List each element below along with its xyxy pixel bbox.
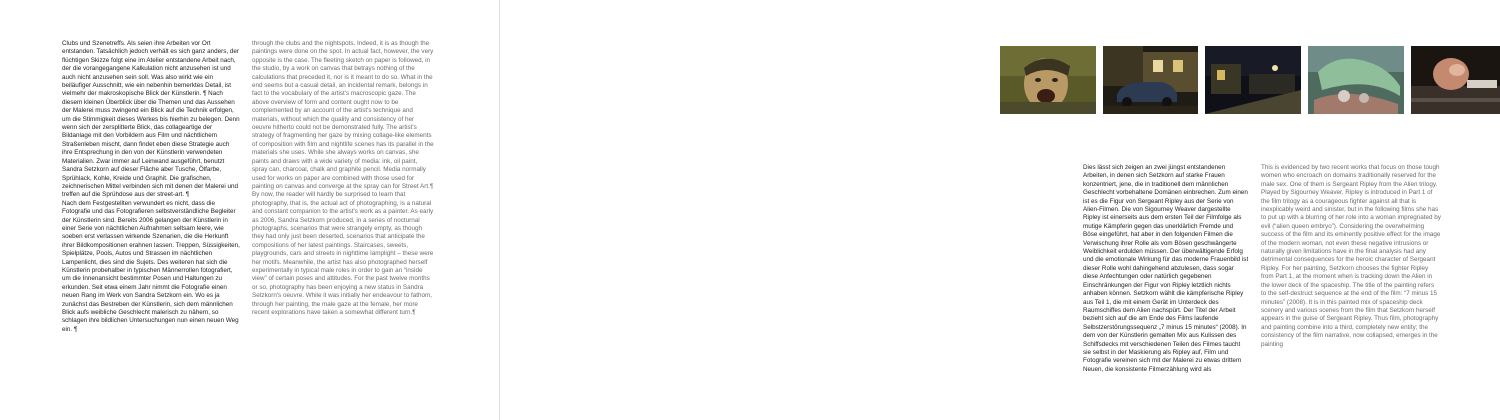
photo-night-car	[1103, 46, 1198, 114]
paragraph: This is evidenced by two recent works that focus on those tough women who encroach on domains traditionally reserved for the male sex. One of them is Sergeant Ripley from the Alien trilogy. Played by Sigourney Weaver, Ripley is introduced in Part 1 of the film trilogy as a courageous fighter against all that is inexplicably weird and sinister, but in the following films she has to put up with a blurring of her role into a woman impregnated by evil (“alien queen embryo”). Considering the overwhelming success of the film and its eminently positive effect for the image of the modern woman, not even these negative intrusions or naturally given limitations have in the final analysis had any detrimental consequences for the heroic character of Sergeant Ripley. For her painting, Setzkorn chooses the fighter Ripley from Part 1, at the moment when is tracking down the Alien in the lower deck of the spaceship. The title of the painting refers to the self-destruct sequence at the end of the film: “7 minus 15 minutes” (2008). It is in this painted mix of spaceship deck scenery and various scenes from the film that Setzkorn herself appears in the guise of Sergeant Ripley. Thus film, photography and painting combine into a third, completely new entity; the consistency of the film narrative, now collapsed, emerges in the painting	[1261, 164, 1441, 348]
paragraph: through the clubs and the nightspots. Indeed, it is as though the paintings were done on the spot. In actual fact, however, the very opposite is the case. The fleeting sketch on paper is followed, in the studio, by a work on canvas that betrays nothing of the calculations that preceded it, nor is it meant to do so. What in the end seems but a casual detail, an incidental remark, belongs in fact to the vocabulary of the artist's macroscopic gaze. The above overview of form and content ought now to be complemented by an account of the artist's technique and materials, without which the quality and consistency of her oeuvre hitherto could not be demonstrated fully. The artist's strategy of fragmenting her gaze by mixing collage-like elements of composition with film and nightlife scenes has its parallel in the materials she uses. While she always works on canvas, she paints and draws with a wide variety of media: ink, oil paint, spray can, charcoal, chalk and graphite pencil. Media normally used for works on paper are combined with those used for painting on canvas and converge at the spray can for Street Art.¶	[252, 40, 434, 190]
right-page	[500, 0, 1441, 420]
paragraph: By now, the reader will hardly be surprised to learn that photography, that is, the actual act of photographing, is a natural and constant companion to the artist's work as a painter. As early as 2006, Sandra Setzkorn produced, in a series of nocturnal photographs, scenarios that were strangely empty, as though they had only just been deserted, scenarios that anticipate the compositions of her latest paintings. Staircases, sweets, playgrounds, cars and streets in nighttime lamplight – these were her motifs. Meanwhile, the artist has also photographed herself experimentally in typical male roles in order to gain an “inside view” of certain poses and attitudes. For the past twelve months or so, photography has been enjoying a new status in Sandra Setzkorn's oeuvre. While it was initially her endeavour to fathom, through her painting, the male gaze at the female, her more recent explorations have taken a somewhat different turn.¶	[252, 191, 434, 316]
paragraph: Dies lässt sich zeigen an zwei jüngst entstandenen Arbeiten, in denen sich Setzkorn auf starke Frauen konzentriert, jene, die in traditionell dem männlichen Geschlecht vorbehaltene Domänen einbrechen. Zum einen ist es die Figur von Sergeant Ripley aus der Serie von Alien-Filmen. Die von Sigourney Weaver dargestellte Ripley ist einerseits aus dem ersten Teil der Filmfolge als mutige Kämpferin gegen das unerklärlich Fremde und Böse eingeführt, hat aber in den folgenden Filmen die Verwischung ihrer Rolle als vom Bösen geschwängerte Weiblichkeit erdulden müssen. Der überwältigende Erfolg und die emotionale Wirkung für das moderne Frauenbild ist dieser Rolle wohl dahingehend abzulesen, dass sogar diese Anfechtungen oder natürlich gegebenen Einschränkungen der Figur von Ripley letztlich nichts anhaben können. Setzkorn wählt die kämpferische Ripley aus Teil 1, die mit einem Gerät im Unterdeck des Raumschiffes dem Alien nachspürt. Der Titel der Arbeit bezieht sich auf die am Ende des Films laufende Selbstzerstörungssequenz „7 minus 15 minutes“ (2008). In dem von der Künstlerin gemalten Mix aus Kulissen des Schiffsdecks mit verschiedenen Teilen des Filmes taucht sie selbst in der Maskierung als Ripley auf, Film und Fotografie vereinen sich mit der Malerei zu etwas drittem Neuen, die konsistente Filmerzählung wird als	[1083, 164, 1249, 373]
photo-man-face	[1000, 46, 1096, 114]
photo-night-street	[1205, 46, 1301, 114]
photo-playground	[1308, 46, 1404, 114]
paragraph: Clubs und Szenetreffs. Als seien ihre Arbeiten vor Ort entstanden. Tatsächlich jedoch verhält es sich ganz anders, der flüchtigen Skizze folgt eine im Atelier entstandene Arbeit nach, der die vorangegangene Kalkulation nicht anzusehen ist und auch nicht anzusehen sein soll. Was also wirkt wie ein beiläufiger Ausschnitt, wie ein nebenhin bemerktes Detail, ist vielmehr der makroskopische Blick der Künstlerin. ¶ Nach diesem kleinen Überblick über die Themen und das Aussehen der Malerei muss zwingend ein Blick auf die Technik erfolgen, um die Stimmigkeit dieses Werkes bis hierhin zu belegen. Denn wenn sich der zersplitterte Blick, das collageartige der Bildanlage mit den Vorbildern aus Film und nächtlichem Straßenleben mischt, dann findet eben diese Strategie auch ihre Entsprechung in den von der Künstlerin verwendeten Materialien. Zwar immer auf Leinwand ausgeführt, benutzt Sandra Setzkorn auf dieser Fläche aber Tusche, Ölfarbe, Sprühlack, Kohle, Kreide und Graphit. Die grafischen, zeichnerischen Mittel verbinden sich mit denen der Malerei und treffen auf die Sprühdose aus der street-art. ¶	[62, 40, 240, 199]
german-text-column	[62, 40, 240, 360]
german-text-column	[1083, 164, 1249, 389]
english-text-column	[1261, 164, 1441, 389]
left-page	[0, 0, 500, 420]
photo-hand-pink	[1411, 46, 1500, 114]
english-text-column	[252, 40, 434, 360]
paragraph: Nach dem Festgestellten verwundert es nicht, dass die Fotografie und das Fotografieren selbstverständliche Begleiter der Künstlerin sind. Bereits 2006 gelangen der Künstlerin in einer Serie von nächtlichen Aufnahmen seltsam leere, wie soeben erst verlassen wirkende Szenarien, die die Herkunft ihrer Bildkompositionen erahnen lassen. Treppen, Süssigkeiten, Spielplätze, Pools, Autos und Strassen im nächtlichen Lampenlicht, dies sind die Sujets. Des weiteren hat sich die Künstlerin probehalber in typischen Männerrollen fotografiert, um die Innenansicht bestimmter Posen und Haltungen zu erkunden. Seit etwa einem Jahr nimmt die Fotografie einen neuen Rang im Werk von Sandra Setzkorn ein. Wo es ja zunächst das Bestreben der Künstlerin, sich dem männlichen Blick aufs weibliche Geschlecht malerisch zu nähern, so schlagen ihre bildlichen Untersuchungen nun einen neuen Weg ein. ¶	[62, 199, 240, 333]
